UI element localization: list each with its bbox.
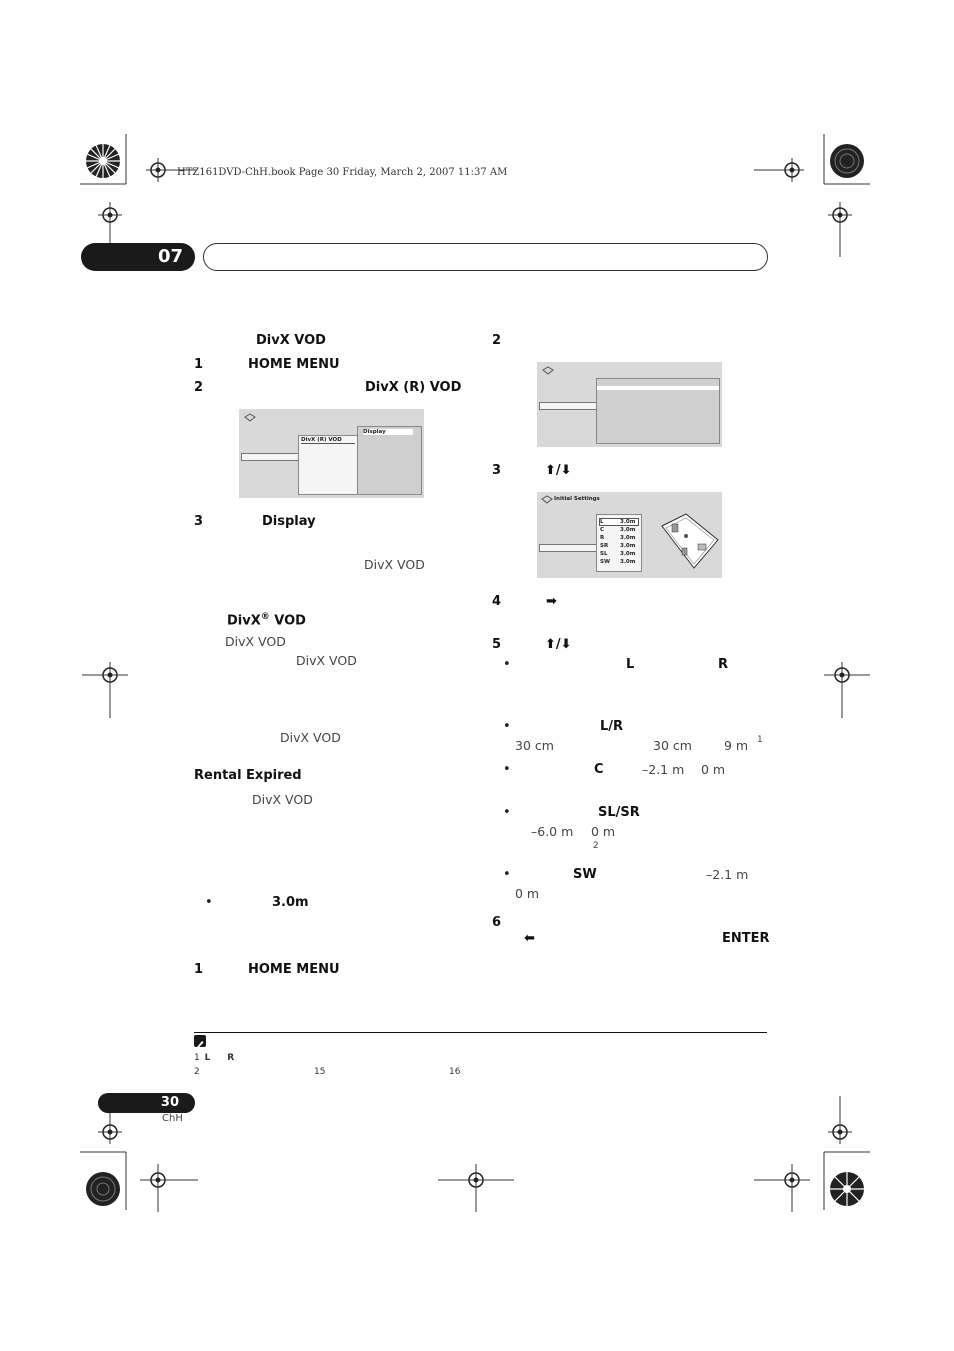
step-number: 6 [492, 915, 502, 930]
language-code: ChH [162, 1113, 183, 1124]
step1-home-menu: HOME MENU [248, 357, 340, 372]
distance-max: 9 m [724, 738, 749, 753]
step-number: 4 [492, 594, 502, 609]
enter-key-label: ENTER [722, 931, 770, 946]
screen-illustration-setup-menu [537, 362, 722, 447]
text-divx-vod: DivX VOD [252, 792, 313, 807]
footnote-2-number: 2 [194, 1067, 200, 1077]
step-number: 2 [194, 380, 204, 395]
step-number: 3 [492, 463, 502, 478]
distance-row: SW 3.0m [600, 559, 636, 565]
text-divx-vod: DivX VOD [225, 634, 286, 649]
distance-row: SL 3.0m [600, 551, 636, 557]
menu-bar [539, 544, 599, 552]
distance-list [596, 514, 642, 572]
page-number-tab [98, 1093, 195, 1113]
up-down-arrows: ⬆/⬇ [545, 463, 572, 478]
bullet: • [503, 867, 511, 882]
step1-home-menu-repeat: HOME MENU [248, 962, 340, 977]
up-down-arrows: ⬆/⬇ [545, 637, 572, 652]
chapter-number: 07 [157, 246, 183, 267]
speaker-C: C [594, 762, 604, 777]
chapter-title-bar [203, 243, 768, 271]
submenu-panel [596, 378, 720, 444]
rental-expired-heading: Rental Expired [194, 768, 302, 783]
step-number: 1 [194, 962, 204, 977]
disc-icon [541, 495, 553, 504]
offset-max: 0 m [515, 886, 540, 901]
disc-icon [244, 413, 256, 422]
bullet: • [503, 805, 511, 820]
chapter-tab [81, 243, 195, 271]
bullet: • [503, 719, 511, 734]
menu-bar [539, 402, 599, 410]
registration-mark-top-right [752, 132, 882, 262]
footnote-1: 1 L R [194, 1053, 235, 1063]
registration-mark-bottom-right [752, 1094, 882, 1214]
footnote-ref: 1 [757, 735, 763, 745]
screen-illustration-divx-menu [239, 409, 424, 498]
offset-min: –2.1 m [642, 762, 685, 777]
distance-row: C 3.0m [600, 527, 636, 533]
bullet: • [503, 762, 511, 777]
distance-row: SR 3.0m [600, 543, 636, 549]
left-arrow: ⬅ [524, 931, 535, 946]
distance-value: 3.0m [272, 895, 309, 910]
text-divx-vod: DivX VOD [364, 557, 425, 572]
section-heading-divx-vod: DivX VOD [256, 333, 326, 348]
section-heading-divx-reg-vod: DivX® VOD [227, 612, 306, 629]
display-tab: Display [363, 429, 413, 435]
speaker-L: L [626, 657, 635, 672]
speaker-SW: SW [573, 867, 597, 882]
submenu-panel [298, 435, 358, 495]
menu-item-divx-vod: DivX (R) VOD [301, 437, 355, 444]
step3-display: Display [262, 514, 316, 529]
distance-min: 30 cm [515, 738, 554, 753]
initial-settings-title: Initial Settings [554, 496, 600, 502]
bullet: • [503, 657, 511, 672]
bullet: • [205, 895, 213, 910]
speaker-SLSR: SL/SR [598, 805, 640, 820]
screen-illustration-speaker-distance [537, 492, 722, 578]
registration-mark-mid-right [822, 650, 872, 720]
room-diagram-icon [660, 512, 720, 570]
page-number: 30 [160, 1095, 179, 1110]
offset-max: 0 m [701, 762, 726, 777]
offset-min: –2.1 m [706, 867, 749, 882]
display-panel [357, 426, 422, 495]
footnote-2-value: 15 [314, 1067, 326, 1077]
disc-icon [542, 366, 554, 375]
step2-divx-vod: DivX (R) VOD [365, 380, 462, 395]
note-icon [194, 1035, 206, 1047]
footnote-divider [194, 1032, 767, 1033]
step-number: 5 [492, 637, 502, 652]
selected-item [597, 386, 719, 390]
book-file-info: HTZ161DVD-ChH.book Page 30 Friday, March 2, 2007 11:37 AM [177, 167, 508, 178]
offset-min: –6.0 m [531, 824, 574, 839]
text-divx-vod: DivX VOD [296, 653, 357, 668]
right-arrow: ➡ [546, 594, 557, 609]
distance-row: R 3.0m [600, 535, 636, 541]
distance-row: L 3.0m [599, 518, 639, 526]
distance-step: 30 cm [653, 738, 692, 753]
speaker-LR: L/R [600, 719, 624, 734]
footnote-ref: 2 [593, 841, 599, 851]
offset-max: 0 m [591, 824, 616, 839]
step-number: 3 [194, 514, 204, 529]
footnote-2-value: 16 [449, 1067, 461, 1077]
text-divx-vod: DivX VOD [280, 730, 341, 745]
step-number: 1 [194, 357, 204, 372]
registration-mark-mid-left [80, 650, 130, 720]
speaker-R: R [718, 657, 729, 672]
registration-mark-bottom-center [436, 1160, 516, 1216]
menu-bar [241, 453, 301, 461]
step-number: 2 [492, 333, 502, 348]
